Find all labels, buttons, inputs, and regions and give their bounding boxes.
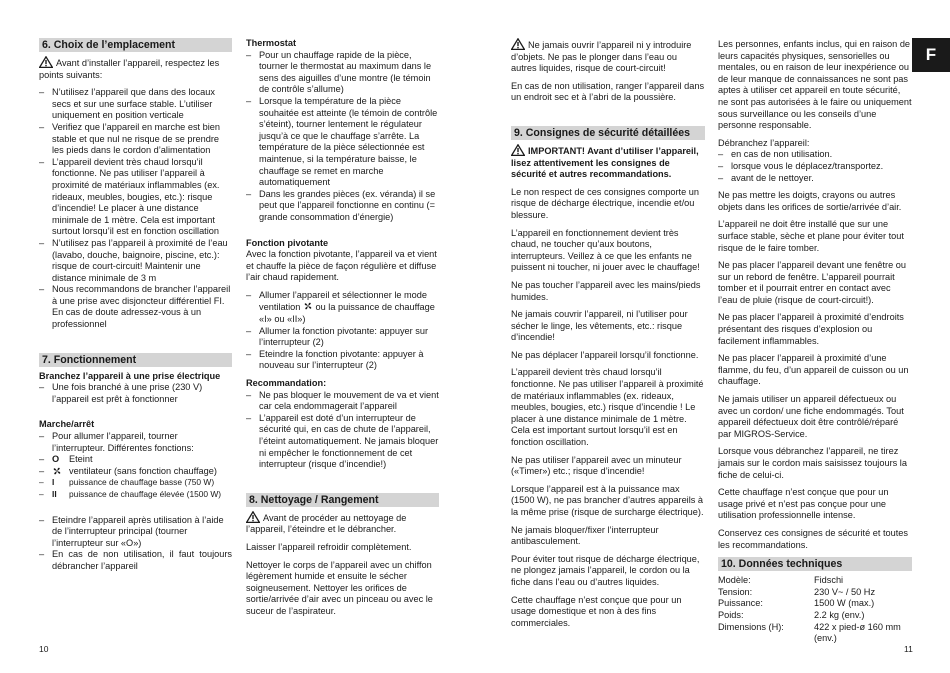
recommendation-list	[246, 390, 439, 471]
table-row: Tension: 230 V~ / 50 Hz	[718, 586, 876, 597]
fan-icon	[52, 466, 62, 476]
c4-paragraph: Conservez ces consignes de sécurité et toutes les recommandations.	[718, 527, 908, 550]
list-item: – Dans les grandes pièces (ex. véranda) il se peut que l’appareil fonctionne en continu (= grande consommation d’énergie)	[246, 189, 439, 224]
s9-paragraph: Ne pas déplacer l’appareil lorsqu’il fonctionne.	[511, 349, 699, 360]
mode-high: – II puissance de chauffage élevée (1500 W)	[39, 489, 232, 501]
list-item: – L’appareil devient très chaud lorsqu’il fonctionne. Ne pas utiliser l’appareil à proximité de matériaux inflammables (ex. rideaux, meubles, bougies, etc.): risque d’incendie! Le placer à une distance minimale de 1 mètre. Cela est important surtout lorsqu’il est en fonction oscillation	[39, 157, 232, 238]
list-item: – Une fois branché à une prise (230 V) l’appareil est prêt à fonctionner	[39, 382, 232, 405]
s9-paragraph: L’appareil en fonctionnement devient très chaud, ne toucher qu’aux boutons, interrupteurs. Veillez à ce que les enfants ne puissent ni toucher, ni jouer avec le chauffage!	[511, 227, 700, 273]
warning-icon	[246, 511, 260, 523]
table-row: Modèle: Fidschi	[718, 575, 844, 586]
s9-paragraph: Pour éviter tout risque de décharge électrique, ne plongez jamais l’appareil, le cordon ou la fiche dans l’eau ou d’autres liquides.	[511, 553, 700, 587]
unplug-intro: Débranchez l’appareil:	[718, 137, 810, 148]
warning-icon	[511, 144, 525, 156]
section-10-title: 10. Données techniques	[718, 557, 912, 571]
s9-paragraph: L’appareil devient très chaud lorsqu’il fonctionne. Ne pas utiliser l’appareil à proximité de matériaux inflammables (ex. rideaux, meubles, bougies, etc.) risque d’incendie ! Le placer à une distance minimale de 1 mètre. Cela est important surtout lorsqu’il est en fonction oscillation.	[511, 367, 704, 448]
list-item: – Verifiez que l’appareil en marche est bien stable et que nul ne risque de se prendre les pieds dans le cordon d’alimentation	[39, 122, 232, 157]
mode-off: – O Eteint	[39, 454, 232, 466]
column-4	[718, 39, 912, 645]
list-item: – En cas de non utilisation, il faut toujours débrancher l’appareil	[39, 549, 232, 572]
c3-warning: Ne jamais ouvrir l’appareil ni y introduire d’objets. Ne pas le plonger dans l’eau ou autres liquides, risque de court-circuit!	[511, 40, 692, 74]
list-item: – Allumer la fonction pivotante: appuyer sur l’interrupteur (2)	[246, 326, 439, 349]
section-6-title: 6. Choix de l’emplacement	[39, 38, 232, 52]
s8-paragraph-1: Laisser l’appareil refroidir complètement.	[246, 541, 412, 552]
c4-paragraph: L’appareil ne doit être installé que sur une surface stable, sèche et plane pour éviter tout risque de le faire tomber.	[718, 219, 904, 253]
s6-intro: Avant d’installer l’appareil, respectez les points suivants:	[39, 58, 220, 80]
warning-icon	[511, 38, 525, 50]
unplug-list	[718, 149, 912, 184]
s9-paragraph: Le non respect de ces consignes comporte un risque de décharge électrique, incendie et/ou blessure.	[511, 186, 699, 220]
page-number-left: 10	[39, 644, 49, 654]
mode-fan: – ventilateur (sans fonction chauffage)	[39, 466, 232, 478]
list-item: – Eteindre l’appareil après utilisation à l’aide de l’interrupteur principal (tourner l’interrupteur sur «O»)	[39, 515, 232, 550]
c4-paragraph: Ne pas placer l’appareil à proximité d’une flamme, du feu, d’un appareil de cuisson ou un chauffage.	[718, 353, 909, 387]
list-item: – Nous recommandons de brancher l’appareil à une prise avec disjoncteur différentiel FI. En cas de doute adressez-vous à un professionnel	[39, 284, 232, 330]
list-item: – Ne pas bloquer le mouvement de va et vient car cela endommagerait l’appareil	[246, 390, 439, 413]
s9-paragraph: Ne jamais bloquer/fixer l’interrupteur antibasculement.	[511, 524, 659, 547]
list-item: – Allumer l’appareil et sélectionner le mode ventilation ou la puissance de chauffage «I» ou «II»)	[246, 290, 439, 326]
warning-icon	[39, 56, 53, 68]
c4-paragraph: Cette chauffage n’est conçue que pour un usage privé et n’est pas conçue pour une utilisation professionnelle intense.	[718, 487, 889, 521]
table-row: Dimensions (H): 422 x pied-ø 160 mm (env.)	[718, 621, 901, 644]
s7-list-3	[39, 515, 232, 573]
c4-paragraph: Ne pas placer l’appareil devant une fenêtre ou sur un rebord de fenêtre. L’appareil pourrait tomber et il pourrait entrer en contact avec l’eau de pluie (risque de court-circuit!).	[718, 260, 906, 305]
mode-list	[39, 454, 232, 500]
list-item: – en cas de non utilisation.	[718, 149, 912, 161]
column-2	[246, 38, 439, 624]
column-1	[39, 38, 232, 579]
s8-warning: Avant de procéder au nettoyage de l’appareil, l’éteindre et le débrancher.	[246, 512, 407, 535]
table-row: Poids: 2.2 kg (env.)	[718, 609, 865, 620]
list-item: – avant de le nettoyer.	[718, 173, 912, 185]
c4-paragraph: Ne jamais utiliser un appareil défectueux ou avec un cordon/ une fiche endommagés. Tout appareil défectueux doit être contrôlé/réparé par MIGROS-Service.	[718, 394, 904, 439]
c4-paragraph-persons: Les personnes, enfants inclus, qui en raison de leurs capacités physiques, sensorielles ou mentales, ou en raison de leur inexpérience ou de leur manque de connaissances ne sont pas aptes à utiliser cet appareil en toute sécurité, ne sont pas autorisées à le faire ou uniquement sous surveillance ou les conseils d’une personne responsable.	[718, 39, 912, 131]
table-row: Puissance: 1500 W (max.)	[718, 598, 875, 609]
s7-sub-onoff: Marche/arrêt	[39, 419, 95, 430]
list-item: – N’utilisez pas l’appareil à proximité de l’eau (lavabo, douche, baignoire, piscine, etc.): risque de court-circuit! Maintenir une distance minimale de 3 m	[39, 238, 232, 284]
list-item: – Lorsque la température de la pièce souhaitée est atteinte (le témoin de contrôle s’éteint), tourner lentement le régulateur jusqu’à ce que le chauffage s’arrête. La température de la pièce sélectionnée est maintenue, si la température baisse, le chauffage se remet en marche automatiquement	[246, 96, 439, 189]
mode-low: – I puissance de chauffage basse (750 W)	[39, 477, 232, 489]
s6-list	[39, 87, 232, 330]
c4-paragraph: Ne pas mettre les doigts, crayons ou autres objets dans les orifices de sortie/arrivée d’air.	[718, 190, 902, 212]
s9-paragraph: Ne pas utiliser l’appareil avec un minuteur («Timer») etc.; risque d’incendie!	[511, 454, 682, 477]
s9-paragraph: Ne pas toucher l’appareil avec les mains/pieds humides.	[511, 279, 701, 302]
s9-paragraph: Lorsque l’appareil est à la puissance max (1500 W), ne pas brancher d’autres appareils à la même prise (risque de surcharge électrique).	[511, 483, 704, 517]
c4-paragraph: Ne pas placer l’appareil à proximité d’endroits présentant des risques d’explosion ou facilement inflammables.	[718, 312, 904, 346]
s8-paragraph-2: Nettoyer le corps de l’appareil avec un chiffon légèrement humide et ensuite le sécher soigneusement. Nettoyer les orifices de sortie/arrivée d’air avec un pinceau ou avec le suceur de l’aspirateur.	[246, 559, 433, 616]
s7-sub-plug: Branchez l’appareil à une prise électrique	[39, 370, 221, 381]
thermostat-list	[246, 50, 439, 224]
s7-list-1	[39, 382, 232, 405]
fan-icon	[303, 301, 313, 311]
language-tab: F	[912, 38, 950, 72]
section-8-title: 8. Nettoyage / Rangement	[246, 493, 439, 507]
tech-data-table	[718, 575, 912, 645]
s9-paragraph: Cette chauffage n’est conçue que pour un usage domestique et non à des fins commerciales.	[511, 594, 682, 628]
recommendation-title: Recommandation:	[246, 378, 327, 389]
c4-paragraph: Lorsque vous débranchez l’appareil, ne tirez jamais sur le cordon mais saisissez toujours la fiche de celui-ci.	[718, 446, 907, 480]
list-item: – Pour un chauffage rapide de la pièce, tourner le thermostat au maximum dans le sens des aiguilles d’une montre (le témoin de contrôle s’allume)	[246, 50, 439, 96]
s7-list-2	[39, 431, 232, 454]
thermostat-title: Thermostat	[246, 38, 297, 48]
s9-paragraph: Ne jamais couvrir l’appareil, ni l’utiliser pour sécher le linge, les vêtements, etc.: risque d’incendie!	[511, 309, 688, 343]
list-item: – L’appareil est doté d’un interrupteur de sécurité qui, en cas de chute de l’appareil, l’éteint automatiquement. Ne jamais bloquer ni empêcher le fonctionnement de cet interrupteur (risque d’incendie!)	[246, 413, 439, 471]
c3-paragraph-storage: En cas de non utilisation, ranger l’appareil dans un endroit sec et à l’abri de la poussière.	[511, 80, 705, 103]
section-7-title: 7. Fonctionnement	[39, 353, 232, 367]
page-number-right: 11	[904, 644, 913, 654]
column-3	[511, 38, 705, 635]
list-item: – lorsque vous le déplacez/transportez.	[718, 161, 912, 173]
s9-warning: IMPORTANT! Avant d’utiliser l’appareil, lisez attentivement les consignes de sécurité et autres recommandations.	[511, 145, 699, 180]
list-item: – Pour allumer l’appareil, tourner l’interrupteur. Différentes fonctions:	[39, 431, 232, 454]
pivot-text: Avec la fonction pivotante, l’appareil va et vient et chauffe la pièce de façon régulière et diffuse l’air chaud rapidement.	[246, 249, 437, 283]
pivot-list	[246, 290, 439, 372]
list-item: – Eteindre la fonction pivotante: appuyer à nouveau sur l’interrupteur (2)	[246, 349, 439, 372]
pivot-title: Fonction pivotante	[246, 237, 329, 248]
section-9-title: 9. Consignes de sécurité détaillées	[511, 126, 705, 140]
list-item: – N’utilisez l’appareil que dans des locaux secs et sur une surface stable. L’utiliser uniquement en position verticale	[39, 87, 232, 122]
